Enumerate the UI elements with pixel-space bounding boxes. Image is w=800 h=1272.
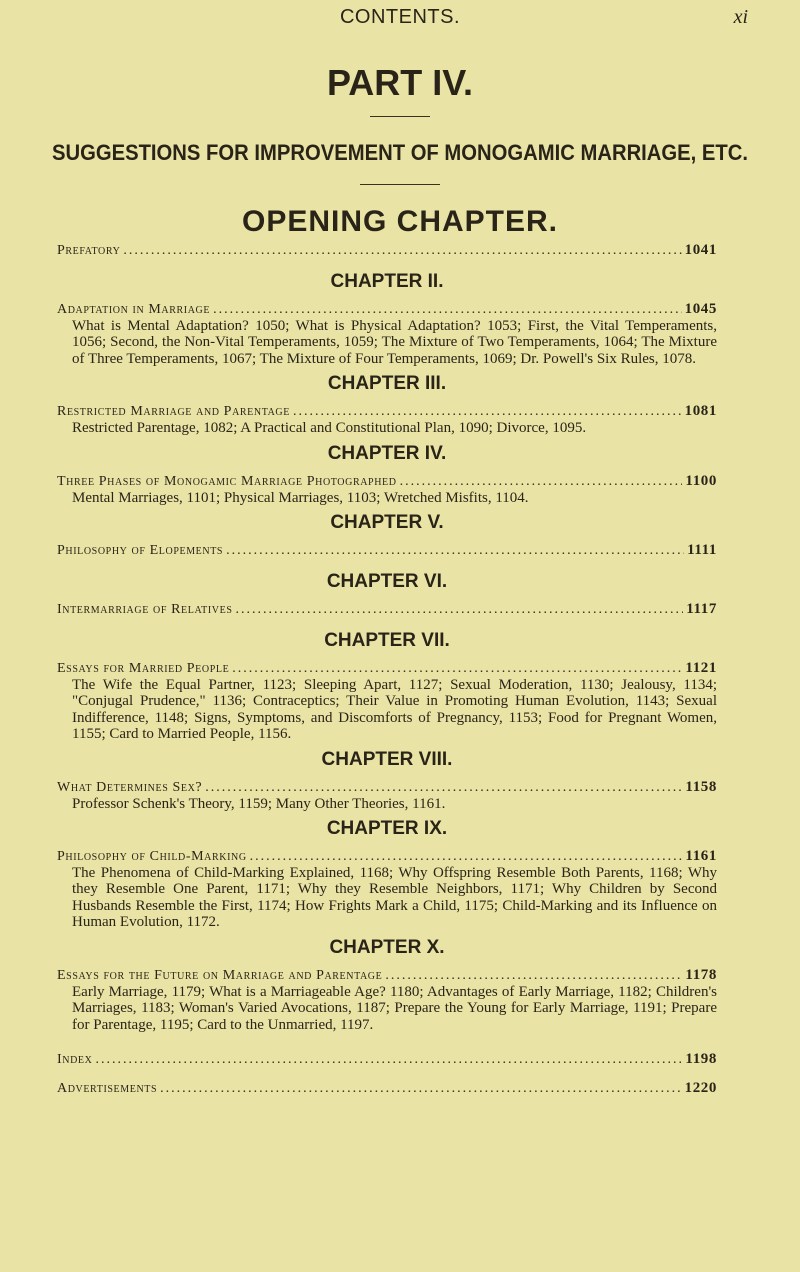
page-number: xi [733,6,748,28]
leader-dots [226,543,684,559]
toc-entry [57,848,717,865]
chapter-heading: CHAPTER VII. [324,630,450,652]
entry-title: Three Phases of Monogamic Marriage Photographed [57,473,397,489]
entry-description: Professor Schenk's Theory, 1159; Many Other Theories, 1161. [72,795,446,812]
leader-dots [385,968,682,984]
chapter-heading: CHAPTER V. [330,512,444,534]
chapter-heading: CHAPTER IV. [327,442,447,464]
entry-description: The Phenomena of Child-Marking Explained, 1168; Why Offspring Resemble Both Parents, 1168; Why they Resemble One Parent, 1171; Why they Resemble Neighbors, 1171; Why Children by Second Husbands Resemble the First, 1174; How Frights Mark a Child, 1175; Child-Marking and its Influence on Human Evolution, 1172. [72,865,717,931]
leader-dots [205,780,682,796]
entry-page: 1220 [684,1079,717,1096]
entry-title: Restricted Marriage and Parentage [57,404,290,420]
leader-dots [293,404,682,420]
toc-entry [57,242,717,259]
entry-title: Advertisements [57,1080,158,1096]
entry-page: 1117 [686,601,717,618]
entry-page: 1100 [685,472,717,489]
running-title: CONTENTS. [339,6,461,28]
entry-title: Philosophy of Elopements [57,543,224,559]
toc-entry-index [57,1051,717,1068]
divider [370,116,430,117]
leader-dots [236,602,684,618]
leader-dots [160,1081,681,1097]
toc-entry [57,967,717,984]
chapter-heading: CHAPTER IX. [326,818,448,840]
entry-description: Early Marriage, 1179; What is a Marriageable Age? 1180; Advantages of Early Marriage, 1182; Children's Marriages, 1183; Woman's Varied Avocations, 1187; Prepare the Young for Early Marriage, 1191; Prepare for Parentage, 1195; Card to the Unmarried, 1197. [72,983,717,1033]
entry-page: 1111 [687,542,717,559]
toc-entry [57,542,717,559]
entry-page: 1045 [684,301,717,317]
toc-entry [57,779,717,796]
toc-entry-advertisements [57,1080,717,1097]
divider [360,184,440,185]
entry-page: 1161 [685,848,717,865]
part-subtitle: SUGGESTIONS FOR IMPROVEMENT OF MONOGAMIC MARRIAGE, ETC. [51,140,749,165]
entry-description: The Wife the Equal Partner, 1123; Sleeping Apart, 1127; Sexual Moderation, 1130; Jealousy, 1134; "Conjugal Prudence," 1136; Contraceptics; Their Value in Promoting Human Evolution, 1143; Sexual Indifference, 1148; Signs, Symptoms, and Discomforts of Pregnancy, 1153; Food for Pregnant Women, 1155; Card to Married People, 1156. [72,677,717,743]
entry-title: Essays for the Future on Marriage and Parentage [57,967,383,983]
entry-page: 1158 [685,778,717,795]
entry-page: 1178 [685,966,717,983]
entry-title: Adaptation in Marriage [57,302,211,317]
toc-entry [57,473,717,490]
entry-description: Mental Marriages, 1101; Physical Marriages, 1103; Wretched Misfits, 1104. [72,489,529,506]
part-title: PART IV. [326,62,474,103]
entry-title: Essays for Married People [57,661,230,677]
leader-dots [250,849,683,865]
leader-dots [123,243,681,259]
leader-dots [400,474,683,490]
entry-page: 1081 [684,403,717,420]
entry-page: 1041 [684,242,717,258]
opening-title: OPENING CHAPTER. [241,205,559,238]
entry-description: What is Mental Adaptation? 1050; What is Physical Adaptation? 1053; First, the Vital Temperaments, 1056; Second, the Non-Vital Temperaments, 1059; The Mixture of Two Temperaments, 1064; The Mixture of Three Temperaments, 1067; The Mixture of Four Temperaments, 1069; Dr. Powell's Six Rules, 1078. [72,318,717,367]
entry-page: 1198 [685,1050,717,1067]
entry-title: Philosophy of Child-Marking [57,849,247,865]
leader-dots [213,302,682,318]
toc-entry [57,403,717,420]
entry-title: Intermarriage of Relatives [57,602,233,618]
chapter-heading: CHAPTER III. [327,373,447,395]
entry-title: Prefatory [57,243,121,258]
chapter-heading: CHAPTER VI. [326,571,448,593]
entry-page: 1121 [685,660,717,677]
leader-dots [232,661,682,677]
leader-dots [95,1052,682,1068]
entry-title: Index [57,1051,93,1067]
table-of-contents [57,242,717,1097]
chapter-heading: CHAPTER VIII. [321,748,453,770]
toc-entry [57,660,717,677]
chapter-heading: CHAPTER X. [329,936,445,958]
entry-description: Restricted Parentage, 1082; A Practical and Constitutional Plan, 1090; Divorce, 1095. [72,420,587,437]
chapter-heading: CHAPTER II. [330,271,444,292]
entry-title: What Determines Sex? [57,779,203,795]
toc-entry [57,301,717,318]
toc-entry [57,601,717,618]
